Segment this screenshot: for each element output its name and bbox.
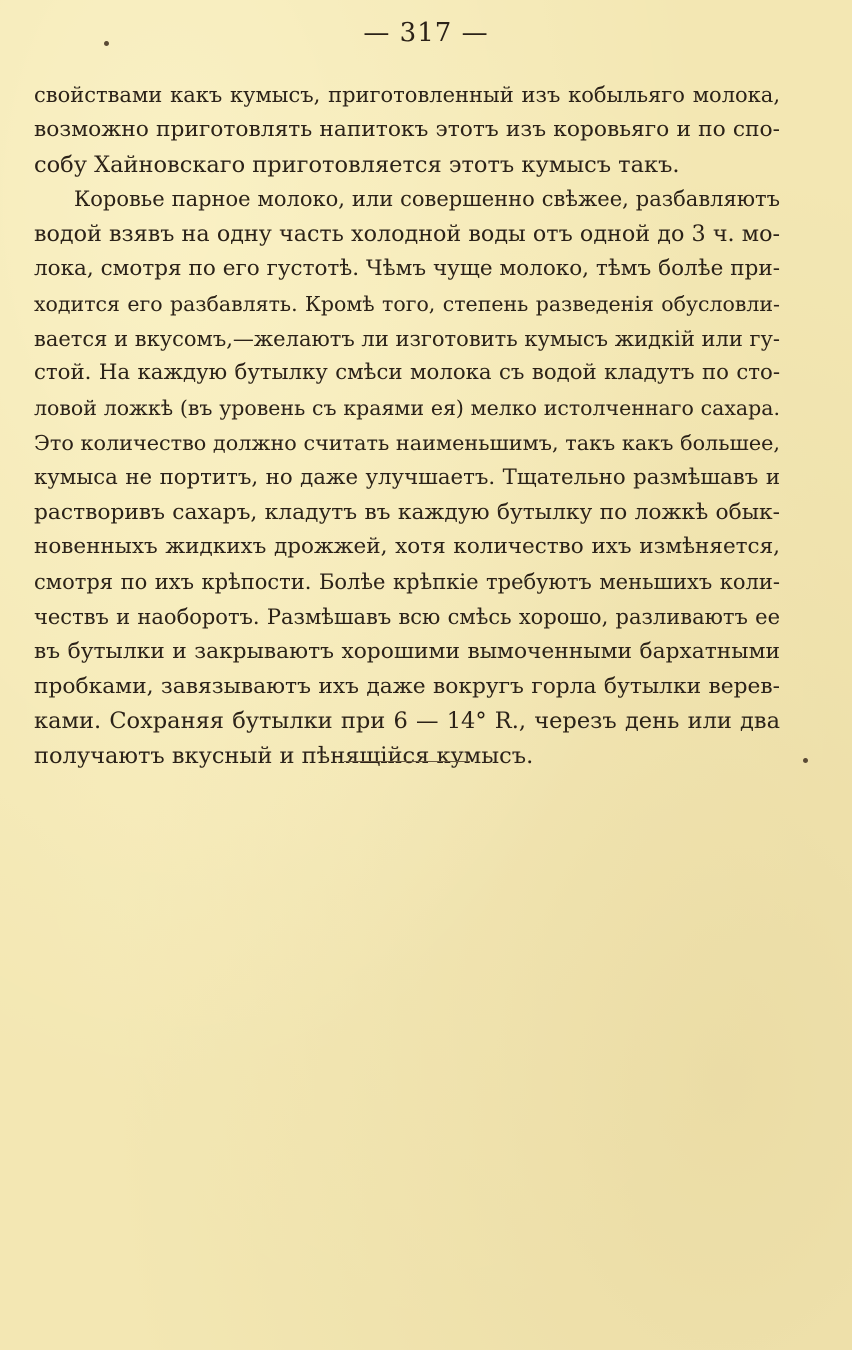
body-text [34, 78, 780, 774]
text-line: въ бутылки и закрываютъ хорошими вымоченными бархатными [34, 638, 780, 664]
page-number-header: — 317 — [363, 18, 489, 48]
text-line: лока, смотря по его густотѣ. Чѣмъ чуще молоко, тѣмъ болѣе при- [34, 255, 780, 281]
text-line: ками. Сохраняя бутылки при 6 — 14° R., черезъ день или два [34, 708, 780, 735]
section-divider-rule [344, 761, 470, 762]
text-line: свойствами какъ кумысъ, приготовленный изъ кобыльяго молока, [34, 83, 780, 107]
text-line: водой взявъ на одну часть холодной воды отъ одной до 3 ч. мо- [34, 221, 780, 248]
text-line: смотря по ихъ крѣпости. Болѣе крѣпкіе требуютъ меньшихъ коли- [34, 570, 780, 595]
text-line: растворивъ сахаръ, кладутъ въ каждую бутылку по ложкѣ обык- [34, 499, 780, 525]
text-line: ловой ложкѣ (въ уровень съ краями ея) мелко истолченнаго сахара. [34, 396, 780, 421]
text-line: Коровье парное молоко, или совершенно свѣжее, разбавляютъ [74, 187, 780, 212]
ink-speck [104, 41, 109, 46]
text-line: ходится его разбавлять. Кромѣ того, степень разведенія обусловли- [34, 291, 780, 316]
text-line: пробками, завязываютъ ихъ даже вокругъ горла бутылки верев- [34, 673, 780, 699]
text-line: чествъ и наоборотъ. Размѣшавъ всю смѣсь хорошо, разливаютъ ее [34, 604, 780, 629]
text-line: Это количество должно считать наименьшимъ, такъ какъ большее, [34, 430, 780, 455]
text-line: вается и вкусомъ,—желаютъ ли изготовить кумысъ жидкій или гу- [34, 326, 780, 351]
text-line: собу Хайновскаго приготовляется этотъ кумысъ такъ. [34, 151, 680, 178]
text-line: кумыса не портитъ, но даже улучшаетъ. Тщательно размѣшавъ и [34, 464, 780, 490]
text-line: новенныхъ жидкихъ дрожжей, хотя количество ихъ измѣняется, [34, 534, 780, 560]
text-line: стой. На каждую бутылку смѣси молока съ водой кладутъ по сто- [34, 360, 780, 386]
text-line: получаютъ вкусный и пѣнящійся кумысъ. [34, 743, 534, 770]
text-line: возможно приготовлять напитокъ этотъ изъ коровьяго и по спо- [34, 116, 780, 142]
ink-speck [803, 758, 808, 763]
